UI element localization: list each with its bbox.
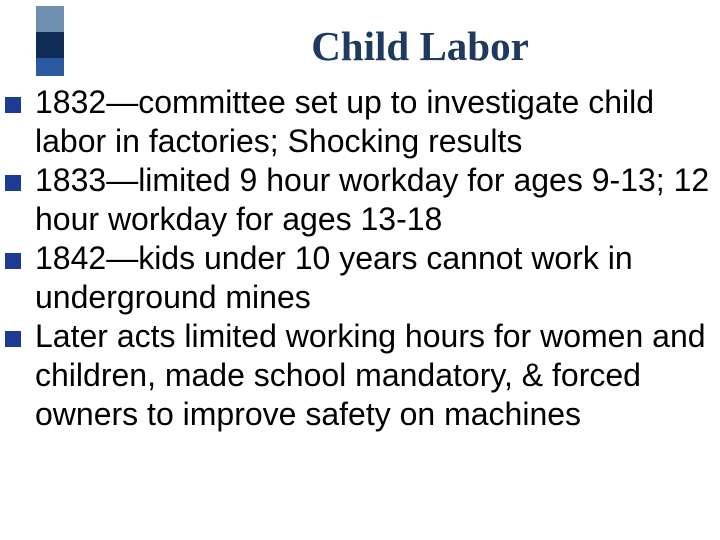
decorative-blocks: [36, 0, 64, 76]
bullet-list: [0, 83, 720, 434]
bullet-text: 1833—limited 9 hour workday for ages 9-13; 12 hour workday for ages 13-18: [35, 162, 710, 237]
slide-title: Child Labor: [311, 23, 529, 69]
bullet-text: 1832—committee set up to investigate child labor in factories; Shocking results: [35, 84, 654, 159]
bullet-item: [0, 317, 720, 434]
bullet-text: 1842—kids under 10 years cannot work in underground mines: [35, 240, 633, 315]
square-bullet-icon: [5, 253, 21, 269]
bullet-item: [0, 83, 720, 161]
bullet-item: [0, 161, 720, 239]
bullet-text: Later acts limited working hours for women and children, made school mandatory, & forced owners to improve safety on machines: [35, 318, 706, 432]
square-bullet-icon: [5, 331, 21, 347]
deco-block-3: [36, 32, 64, 58]
deco-block-4: [36, 58, 64, 76]
square-bullet-icon: [5, 175, 21, 191]
bullet-item: [0, 239, 720, 317]
square-bullet-icon: [5, 97, 21, 113]
deco-block-2: [36, 6, 64, 32]
